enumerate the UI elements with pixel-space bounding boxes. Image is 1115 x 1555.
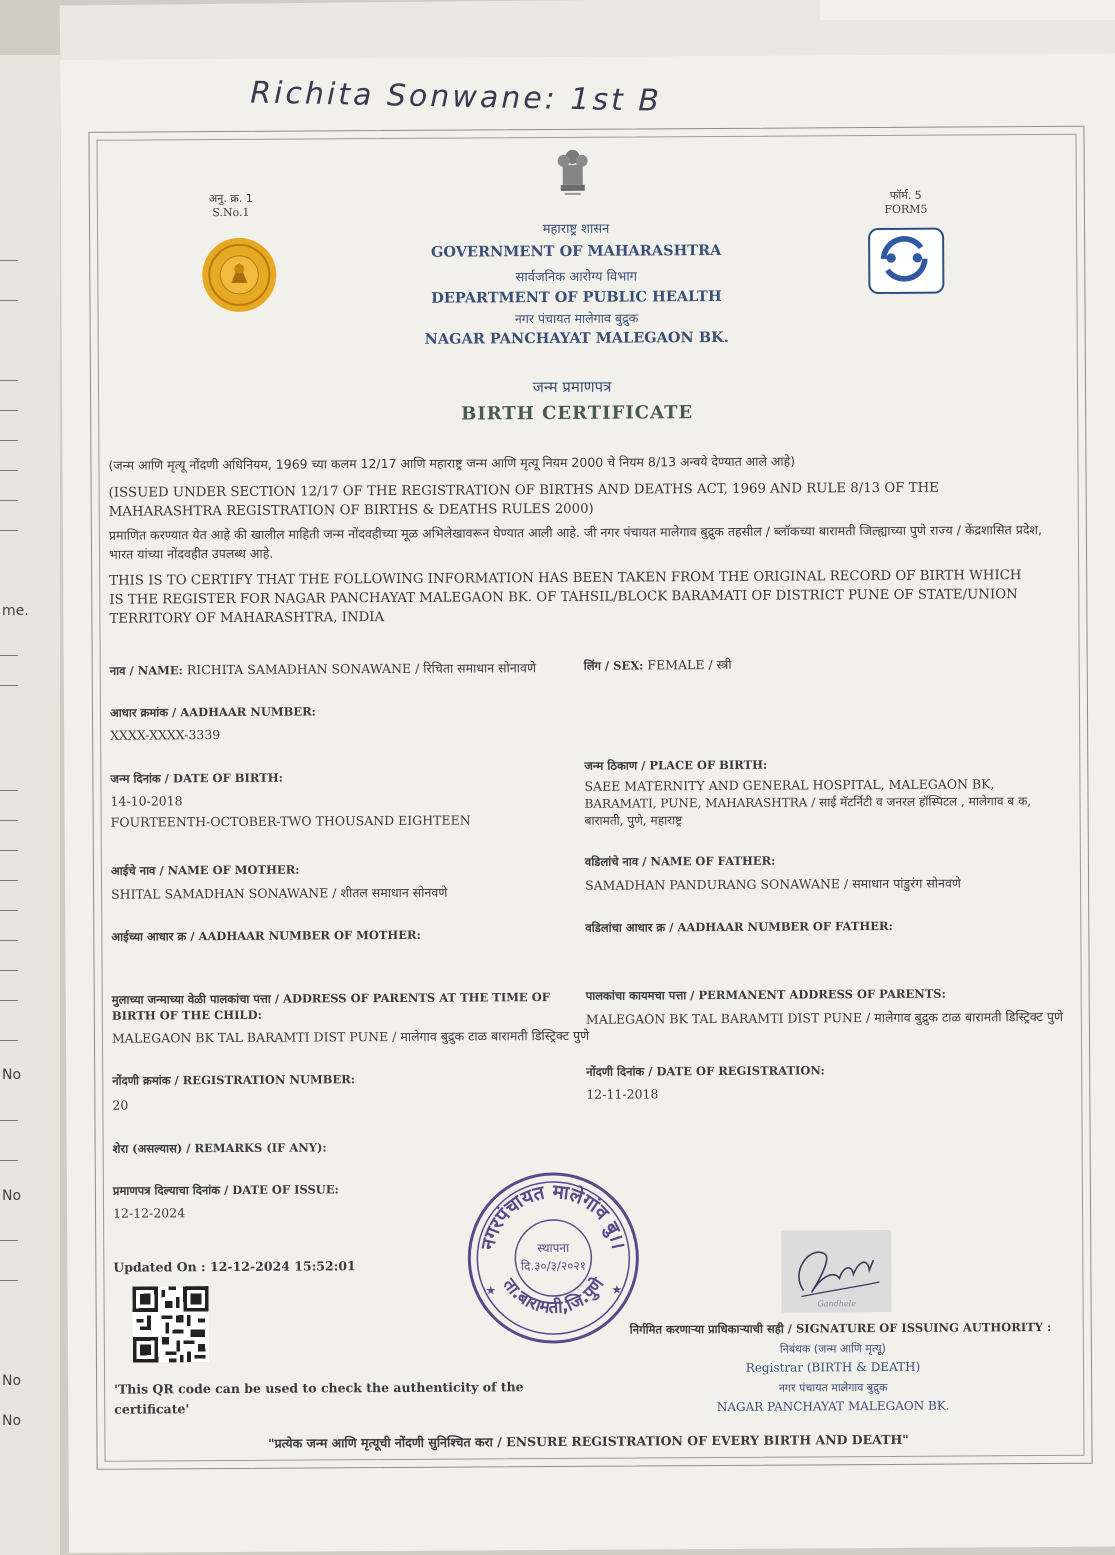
aadhaar-value: XXXX-XXXX-3339: [110, 727, 221, 743]
margin-line: [0, 410, 18, 411]
registration-number-label: नोंदणी क्रमांक / REGISTRATION NUMBER:: [112, 1072, 356, 1088]
registration-slogan: "प्रत्येक जन्म आणि मृत्यूची नोंदणी सुनिश्चित करा / ENSURE REGISTRATION OF EVERY BIRTH AND DEATH": [268, 1431, 909, 1451]
pob-value-line2: BARAMATI, PUNE, MAHARASHTRA / साई मॅटर्निटी व जनरल हॉस्पिटल , मालेगाव ब क,: [584, 794, 1032, 811]
certify-text: THIS IS TO CERTIFY THAT THE FOLLOWING INFORMATION HAS BEEN TAKEN FROM THE ORIGINAL RECORD OF BIRTH WHICH IS THE REGISTER FOR NAGAR PANCHAYAT MALEGAON BK. OF TAHSIL/BLOCK BARAMATI OF DISTRICT PUNE OF STATE/UNION TERRITORY OF MAHARASHTRA, INDIA: [109, 568, 1022, 627]
qr-code-note: 'This QR code can be used to check the authenticity of the certificate': [114, 1379, 524, 1417]
left-notebook-page: [0, 55, 60, 1555]
qr-code-icon: [132, 1286, 208, 1362]
footer-np-marathi: नगर पंचायत मालेगाव बुद्रुक: [778, 1380, 888, 1395]
father-label: वडिलांचे नाव / NAME OF FATHER:: [584, 853, 776, 869]
margin-line: [0, 530, 18, 531]
date-of-issue-label: प्रमाणपत्र दिल्याचा दिनांक / DATE OF ISSUE:: [112, 1182, 339, 1198]
permanent-address-label: पालकांचा कायमचा पत्ता / PERMANENT ADDRESS OF PARENTS:: [585, 986, 946, 1003]
mother-label: आईचे नाव / NAME OF MOTHER:: [110, 862, 300, 878]
stamp-top-text: नगरपंचायत मालेगांव बु।।: [476, 1180, 630, 1252]
margin-mark: No: [2, 1373, 22, 1389]
margin-line: [0, 970, 18, 971]
name-row: [110, 659, 580, 679]
issued-under: (ISSUED UNDER SECTION 12/17 OF THE REGISTRATION OF BIRTHS AND DEATHS ACT, 1969 AND RULE 8/13 OF THE MAHARASHTRA REGISTRATION OF BIRTHS & DEATHS RULES 2000): [108, 480, 939, 520]
margin-mark: No: [2, 1188, 22, 1204]
registration-number-value: 20: [112, 1097, 129, 1113]
mother-value: SHITAL SAMADHAN SONAWANE / शीतल समाधान सोनवणे: [111, 884, 448, 902]
form-number: FORM5: [884, 202, 928, 216]
stamp-center-line1: स्थापना: [537, 1240, 570, 1256]
margin-line: [0, 440, 18, 441]
certify-marathi: प्रमाणित करण्यात येत आहे की खालील माहिती जन्म नोंदवहीच्या मूळ अभिलेखावरून घेण्यात आली आहे. जी नगर पंचायत मालेगाव बुद्रुक तहसील / ब्लॉकच्या बारामती जिल्ह्याच्या पुणे राज्य / केंद्रशासित प्रदेश, भारत यांच्या नोंदवहीत उपलब्ध आहे.: [108, 522, 1042, 562]
name-label: नाव / NAME:: [109, 663, 183, 678]
margin-line: [0, 380, 18, 381]
margin-line: [0, 470, 18, 471]
margin-line: [0, 880, 18, 881]
margin-line: [0, 300, 18, 301]
dob-value: 14-10-2018: [110, 793, 183, 809]
national-emblem-icon: [553, 145, 593, 197]
registration-date-label: नोंदणी दिनांक / DATE OF REGISTRATION:: [586, 1063, 825, 1079]
stamp-center-line2: दि.३०/३/२०२१: [520, 1258, 586, 1274]
margin-line: [0, 685, 18, 686]
official-stamp: [465, 1169, 642, 1346]
np-title: NAGAR PANCHAYAT MALEGAON BK.: [424, 328, 729, 348]
registrar: Registrar (BIRTH & DEATH): [745, 1359, 921, 1375]
signature-image: [781, 1230, 891, 1313]
remarks-label: शेरा (असल्यास) / REMARKS (IF ANY):: [112, 1140, 327, 1156]
gov-title: GOVERNMENT OF MAHARASHTRA: [430, 241, 722, 261]
stamp-star-icon: ★: [485, 1283, 497, 1298]
pob-value-line3: बारामती, पुणे, महाराष्ट्र: [584, 813, 683, 828]
signature-text: Gandhele: [817, 1299, 856, 1309]
father-value: SAMADHAN PANDURANG SONAWANE / समाधान पांडुरंग सोनवणे: [585, 875, 961, 893]
updated-on: Updated On : 12-12-2024 15:52:01: [113, 1258, 356, 1275]
dob-words: FOURTEENTH-OCTOBER-TWO THOUSAND EIGHTEEN: [110, 812, 471, 830]
registration-date-value: 12-11-2018: [586, 1086, 659, 1102]
np-marathi: नगर पंचायत मालेगाव बुद्रुक: [514, 310, 639, 327]
dob-label: जन्म दिनांक / DATE OF BIRTH:: [110, 770, 283, 786]
aadhaar-label: आधार क्रमांक / AADHAAR NUMBER:: [109, 704, 316, 720]
margin-mark: No: [2, 1067, 22, 1083]
sex-value: FEMALE / स्त्री: [647, 656, 732, 673]
stamp-bottom-text: ता.बारामती,जि.पुणे: [498, 1274, 609, 1319]
background-paper-corner: [820, 0, 1115, 20]
name-value: RICHITA SAMADHAN SONAWANE / रिचिता समाधान सोनावणे: [186, 660, 537, 678]
father-aadhaar-label: वडिलांचा आधार क्र / AADHAAR NUMBER OF FATHER:: [585, 918, 893, 935]
margin-line: [0, 790, 18, 791]
mother-aadhaar-label: आईच्या आधार क्र / AADHAAR NUMBER OF MOTHER:: [111, 927, 421, 944]
certificate-title: BIRTH CERTIFICATE: [461, 402, 694, 425]
address-at-birth-value: MALEGAON BK TAL BARAMTI DIST PUNE / मालेगाव बुद्रुक टाळ बारामती डिस्ट्रिक्ट पुणे: [111, 1027, 590, 1046]
dept-marathi: सार्वजनिक आरोग्य विभाग: [515, 269, 638, 286]
health-department-logo-icon: [868, 228, 944, 294]
margin-line: [0, 850, 18, 851]
maharashtra-seal-icon: [201, 237, 277, 313]
margin-line: [0, 1160, 18, 1161]
margin-line: [0, 1240, 18, 1241]
permanent-address-value: MALEGAON BK TAL BARAMTI DIST PUNE / मालेगाव बुद्रुक टाळ बारामती डिस्ट्रिक्ट पुणे: [585, 1008, 1064, 1027]
birth-certificate-page: [60, 54, 1115, 1553]
signature-authority-label: निर्गमित करणाऱ्या प्राधिकाऱ्याची सही / SIGNATURE OF ISSUING AUTHORITY :: [629, 1319, 1052, 1337]
pob-label: जन्म ठिकाण / PLACE OF BIRTH:: [584, 757, 768, 773]
sex-row: [584, 655, 884, 674]
sex-label: लिंग / SEX:: [583, 658, 644, 673]
stamp-star-icon: ★: [611, 1282, 623, 1297]
margin-line: [0, 1040, 18, 1041]
margin-mark: No: [2, 1413, 22, 1429]
margin-line: [0, 655, 18, 656]
address-at-birth-label: मुलाच्या जन्माच्या वेळी पालकांचा पत्ता / ADDRESS OF PARENTS AT THE TIME OF BIRTH OF THE CHILD:: [111, 990, 550, 1023]
gov-marathi: महाराष्ट्र शासन: [542, 221, 610, 238]
margin-line: [0, 910, 18, 911]
margin-line: [0, 940, 18, 941]
pob-value-line1: SAEE MATERNITY AND GENERAL HOSPITAL, MALEGAON BK,: [584, 776, 995, 794]
sno-marathi: अनु. क्र. 1: [208, 191, 253, 206]
handwritten-note: Richita Sonwane: 1st B: [249, 75, 663, 119]
registrar-marathi: निबंधक (जन्म आणि मृत्यू): [779, 1341, 886, 1356]
sno: S.No.1: [212, 205, 250, 220]
issued-under-marathi: (जन्म आणि मृत्यू नोंदणी अधिनियम, 1969 च्या कलम 12/17 आणि महाराष्ट्र जन्म आणि मृत्यू नियम 2000 चे नियम 8/13 अन्वये देण्यात आले आहे): [108, 453, 796, 473]
margin-line: [0, 1120, 18, 1121]
form-marathi: फॉर्म. 5: [889, 188, 922, 202]
footer-np: NAGAR PANCHAYAT MALEGAON BK.: [716, 1398, 950, 1415]
margin-line: [0, 500, 18, 501]
margin-line: [0, 1000, 18, 1001]
date-of-issue-value: 12-12-2024: [112, 1205, 186, 1221]
dept-title: DEPARTMENT OF PUBLIC HEALTH: [431, 287, 722, 307]
margin-line: [0, 1280, 18, 1281]
title-marathi: जन्म प्रमाणपत्र: [532, 377, 612, 397]
margin-line: [0, 820, 18, 821]
margin-mark: me.: [2, 603, 29, 619]
margin-line: [0, 260, 18, 261]
